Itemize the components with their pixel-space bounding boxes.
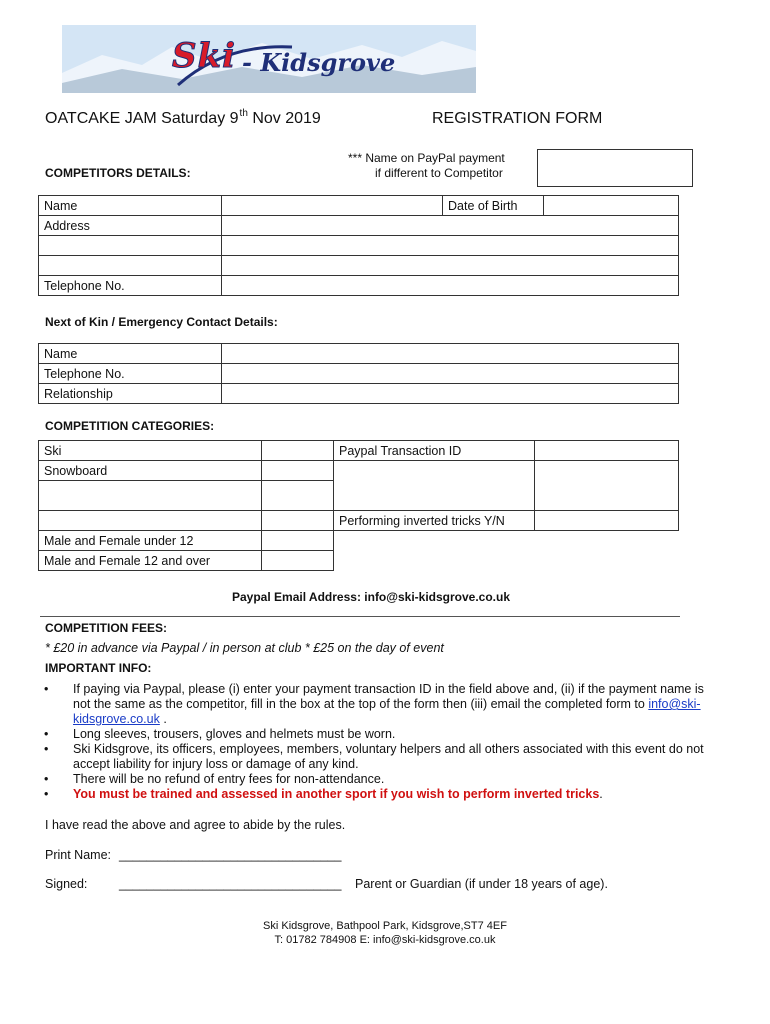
address-input-1[interactable] [222,216,679,236]
dob-label: Date of Birth [443,196,544,216]
print-name-line[interactable]: ________________________________ [119,848,342,862]
signed-label: Signed: [45,877,88,891]
snowboard-checkbox[interactable] [262,461,334,481]
ski-label: Ski [39,441,262,461]
paypal-id-spacer [334,461,535,511]
address-input-3[interactable] [222,256,679,276]
important-list [44,682,724,802]
divider [40,616,680,617]
event-title: OATCAKE JAM Saturday 9th Nov 2019 [45,108,321,127]
agreement-text: I have read the above and agree to abide by the rules. [45,818,346,832]
dob-input[interactable] [544,196,679,216]
inverted-input[interactable] [535,511,679,531]
category-blank-2 [39,511,262,531]
print-name-label: Print Name: [45,848,111,862]
important-heading: IMPORTANT INFO: [45,661,152,675]
over12-checkbox[interactable] [262,551,334,571]
paypal-name-input[interactable] [537,149,693,187]
address-spacer-2 [39,236,222,256]
paypal-email: Paypal Email Address: info@ski-kidsgrove.co.uk [232,590,511,604]
info-item-3: • Ski Kidsgrove, its officers, employees, members, voluntary helpers and all others associated with this event do not accept liability for injury loss or damage of any kind. [44,742,724,772]
address-label: Address [39,216,222,236]
kin-telephone-input[interactable] [222,364,679,384]
guardian-note: Parent or Guardian (if under 18 years of age). [355,877,608,891]
categories-table [38,440,679,571]
kin-telephone-label: Telephone No. [39,364,222,384]
telephone-input[interactable] [222,276,679,296]
signature-line[interactable]: ________________________________ [119,877,342,891]
under12-label: Male and Female under 12 [39,531,262,551]
next-of-kin-table [38,343,679,404]
paypal-id-label: Paypal Transaction ID [334,441,535,461]
kin-name-input[interactable] [222,344,679,364]
name-label: Name [39,196,222,216]
paypal-note-line1: *** Name on PayPal payment [348,151,505,165]
footer-address: Ski Kidsgrove, Bathpool Park, Kidsgrove,ST7 4EF [263,920,507,932]
footer [0,919,770,947]
info-item-5: • You must be trained and assessed in another sport if you wish to perform inverted tricks. [44,787,724,802]
competitor-table [38,195,679,296]
categories-heading: COMPETITION CATEGORIES: [45,419,215,433]
info-item-1: • If paying via Paypal, please (i) enter your payment transaction ID in the field above and, (ii) if the payment name is not the same as the competitor, fill in the box at the top of the form then (iii) email the completed form to info@ski-kidsgrove.co.uk . [44,682,724,727]
info-item-4: • There will be no refund of entry fees for non-attendance. [44,772,724,787]
inverted-label: Performing inverted tricks Y/N [334,511,535,531]
under12-checkbox[interactable] [262,531,334,551]
empty-cell [334,531,679,551]
address-input-2[interactable] [222,236,679,256]
competitor-details-heading: COMPETITORS DETAILS: [45,166,191,180]
paypal-id-spacer-right [535,461,679,511]
telephone-label: Telephone No. [39,276,222,296]
fees-heading: COMPETITION FEES: [45,621,168,635]
info-item-2: • Long sleeves, trousers, gloves and helmets must be worn. [44,727,724,742]
category-blank-2-checkbox[interactable] [262,511,334,531]
paypal-note-line2: if different to Competitor [375,166,503,180]
snowboard-label: Snowboard [39,461,262,481]
next-of-kin-heading: Next of Kin / Emergency Contact Details: [45,315,278,329]
kin-relationship-input[interactable] [222,384,679,404]
category-blank [39,481,262,511]
footer-contact: T: 01782 784908 E: info@ski-kidsgrove.co.uk [274,934,496,946]
empty-cell-2 [334,551,679,571]
logo-kidsgrove-text: - Kidsgrove [242,48,396,77]
form-title: REGISTRATION FORM [432,110,603,127]
over12-label: Male and Female 12 and over [39,551,262,571]
category-blank-checkbox[interactable] [262,481,334,511]
email-link[interactable]: info@ski-kidsgrove.co.uk [73,697,701,726]
logo-ski-text: Ski [172,36,237,76]
fees-text: * £20 in advance via Paypal / in person at club * £25 on the day of event [45,641,444,655]
paypal-id-input[interactable] [535,441,679,461]
kin-relationship-label: Relationship [39,384,222,404]
kin-name-label: Name [39,344,222,364]
name-input[interactable] [222,196,443,216]
address-spacer-3 [39,256,222,276]
ski-checkbox[interactable] [262,441,334,461]
